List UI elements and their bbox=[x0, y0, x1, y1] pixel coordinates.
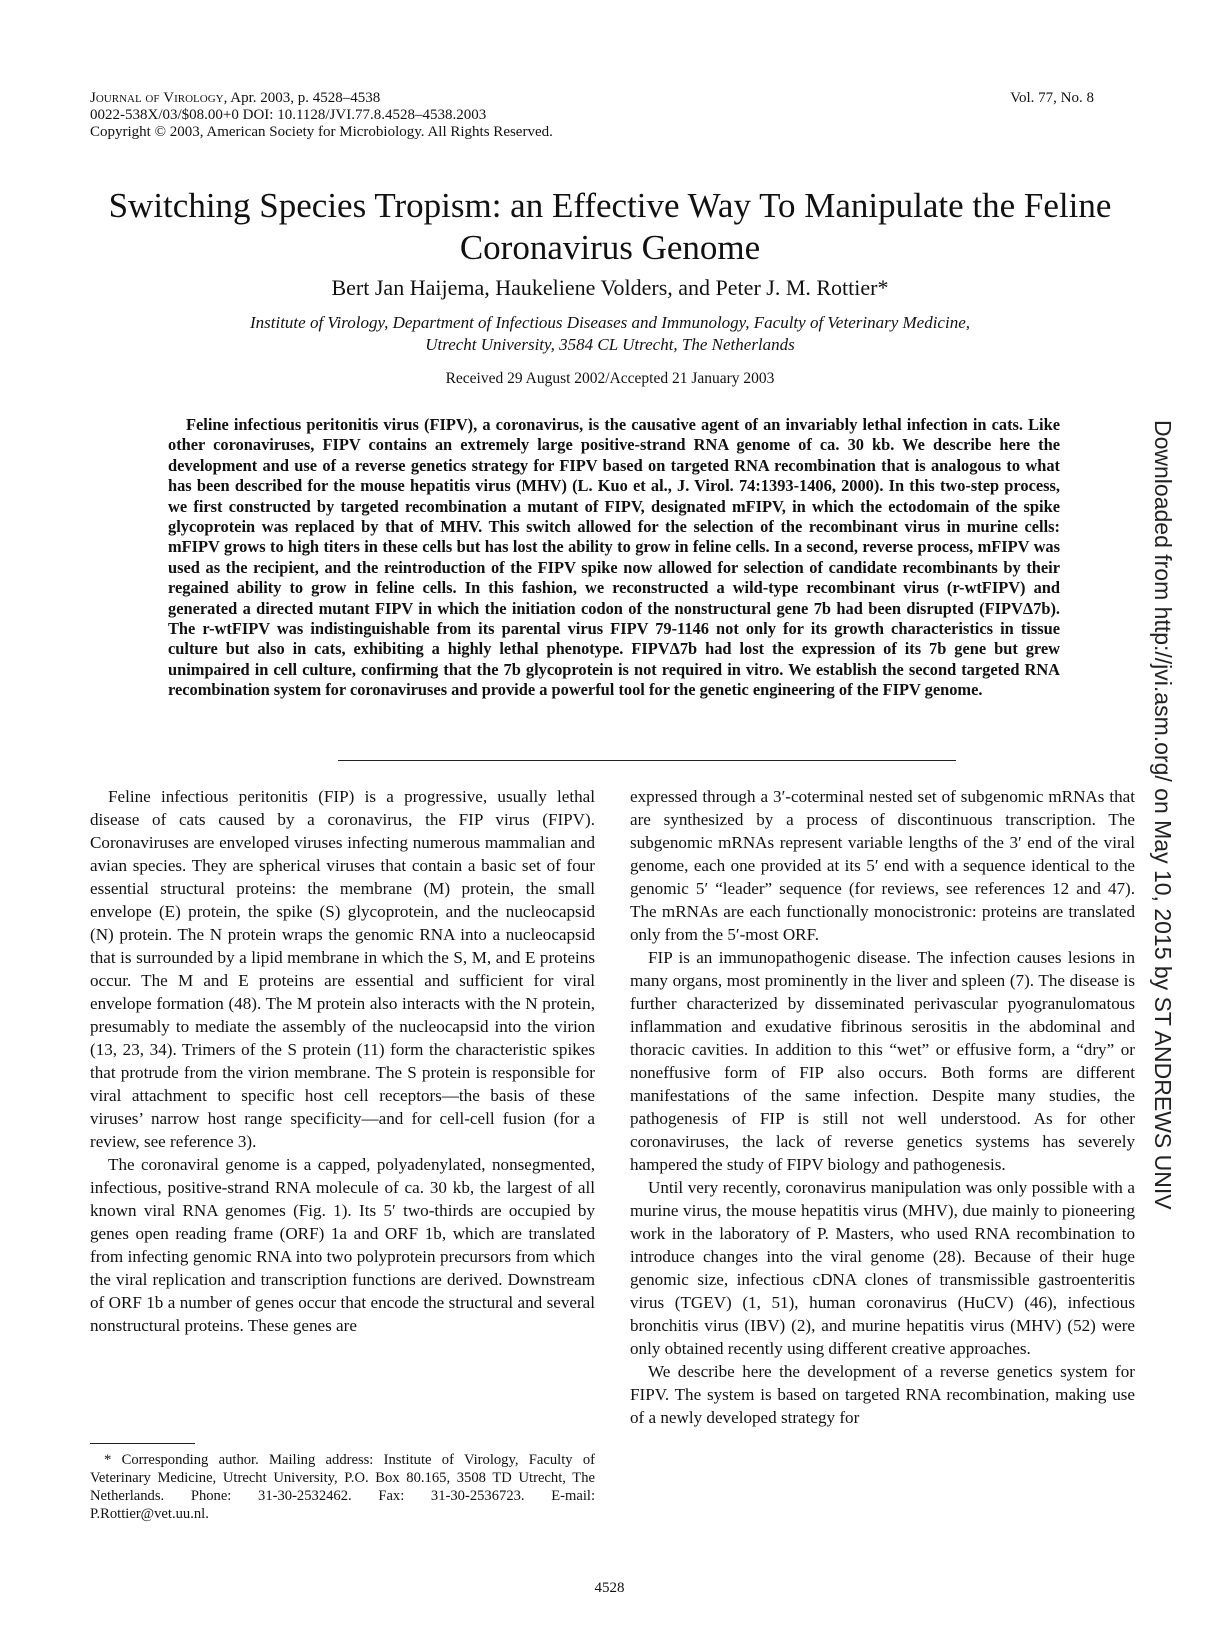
volume-issue: Vol. 77, No. 8 bbox=[1010, 90, 1094, 106]
body-paragraph: We describe here the development of a reverse genetics system for FIPV. The system is based on targeted RNA recombination, making use of a newly developed strategy for bbox=[630, 1362, 1135, 1427]
body-paragraph: expressed through a 3′-coterminal nested set of subgenomic mRNAs that are synthesized by a process of discontinuous transcription. The subgenomic mRNAs represent variable lengths of the 3′ end of the viral genome, each one provided at its 5′ end with a sequence identical to the genomic 5′ “leader” sequence (for reviews, see references 12 and 47). The mRNAs are each functionally monocistronic: proteins are translated only from the 5′-most ORF. bbox=[630, 787, 1135, 944]
body-column-right bbox=[630, 785, 1135, 1429]
journal-citation: Journal of Virology, Apr. 2003, p. 4528–4538 bbox=[90, 90, 381, 106]
title-line-2: Coronavirus Genome bbox=[459, 228, 761, 267]
page-number: 4528 bbox=[594, 1580, 625, 1596]
affiliation bbox=[120, 312, 1100, 356]
download-watermark: Downloaded from http://jvi.asm.org/ on May 10, 2015 by ST ANDREWS UNIV bbox=[1150, 420, 1176, 1210]
body-paragraph: Feline infectious peritonitis (FIP) is a progressive, usually lethal disease of cats caused by a coronavirus, the FIP virus (FIPV). Coronaviruses are enveloped viruses infecting numerous mammalian and avian species. They are spherical viruses that contain a basic set of four essential structural proteins: the membrane (M) protein, the small envelope (E) protein, the spike (S) glycoprotein, and the nucleocapsid (N) protein. The N protein wraps the genomic RNA into a nucleocapsid that is surrounded by a lipid membrane in which the S, M, and E proteins occur. The M and E proteins are essential and sufficient for viral envelope formation (48). The M protein also interacts with the N protein, presumably to mediate the assembly of the nucleocapsid into the virion (13, 23, 34). Trimers of the S protein (11) form the characteristic spikes that protrude from the virion membrane. The S protein is responsible for viral attachment to specific host cell receptors—the basis of these viruses’ narrow host range specificity—and for cell-cell fusion (for a review, see reference 3). bbox=[90, 787, 595, 1151]
copyright-line: Copyright © 2003, American Society for Microbiology. All Rights Reserved. bbox=[90, 124, 553, 140]
affiliation-line-2: Utrecht University, 3584 CL Utrecht, The Netherlands bbox=[425, 335, 795, 354]
abstract-divider bbox=[338, 760, 956, 761]
body-column-left bbox=[90, 785, 595, 1337]
article-title bbox=[80, 185, 1140, 269]
received-dates: Received 29 August 2002/Accepted 21 January 2003 bbox=[445, 370, 775, 387]
title-line-1: Switching Species Tropism: an Effective Way To Manipulate the Feline bbox=[108, 186, 1112, 225]
issn-doi: 0022-538X/03/$08.00+0 DOI: 10.1128/JVI.77.8.4528–4538.2003 bbox=[90, 107, 487, 123]
body-paragraph: The coronaviral genome is a capped, polyadenylated, nonsegmented, infectious, positive-strand RNA molecule of ca. 30 kb, the largest of all known viral RNA genomes (Fig. 1). Its 5′ two-thirds are occupied by genes open reading frame (ORF) 1a and ORF 1b, which are translated from infecting genomic RNA into two polyprotein precursors from which the viral replication and transcription functions are derived. Downstream of ORF 1b a number of genes occur that encode the structural and several nonstructural proteins. These genes are bbox=[90, 1155, 595, 1335]
footnote-divider bbox=[90, 1443, 195, 1444]
author-list: Bert Jan Haijema, Haukeliene Volders, and Peter J. M. Rottier* bbox=[331, 275, 889, 300]
affiliation-line-1: Institute of Virology, Department of Infectious Diseases and Immunology, Faculty of Veterinary Medicine, bbox=[249, 313, 970, 332]
abstract: Feline infectious peritonitis virus (FIPV), a coronavirus, is the causative agent of an invariably lethal infection in cats. Like other coronaviruses, FIPV contains an extremely large positive-strand RNA genome of ca. 30 kb. We describe here the development and use of a reverse genetics strategy for FIPV based on targeted RNA recombination that is analogous to what has been described for the mouse hepatitis virus (MHV) (L. Kuo et al., J. Virol. 74:1393-1406, 2000). In this two-step process, we first constructed by targeted recombination a mutant of FIPV, designated mFIPV, in which the ectodomain of the spike glycoprotein was replaced by that of MHV. This switch allowed for the selection of the recombinant virus in murine cells: mFIPV grows to high titers in these cells but has lost the ability to grow in feline cells. In a second, reverse process, mFIPV was used as the recipient, and the reintroduction of the FIPV spike now allowed for selection of candidate recombinants by their regained ability to grow in feline cells. In this fashion, we reconstructed a wild-type recombinant virus (r-wtFIPV) and generated a directed mutant FIPV in which the initiation codon of the nonstructural gene 7b had been disrupted (FIPVΔ7b). The r-wtFIPV was indistinguishable from its parental virus FIPV 79-1146 not only for its growth characteristics in tissue culture but also in cats, exhibiting a highly lethal phenotype. FIPVΔ7b had lost the expression of its 7b gene but grew unimpaired in cell culture, confirming that the 7b glycoprotein is not required in vitro. We establish the second targeted RNA recombination system for coronaviruses and provide a powerful tool for the genetic engineering of the FIPV genome. bbox=[168, 415, 1060, 700]
running-header bbox=[90, 90, 553, 141]
body-paragraph: FIP is an immunopathogenic disease. The infection causes lesions in many organs, most prominently in the liver and spleen (7). The disease is further characterized by disseminated perivascular pyogranulomatous inflammation and exudative fibrinous serositis in the abdominal and thoracic cavities. In addition to this “wet” or effusive form, a “dry” or noneffusive form of FIP also occurs. Both forms are different manifestations of the same infection. Despite many studies, the pathogenesis of FIP is still not well understood. As for other coronaviruses, the lack of reverse genetics systems has severely hampered the study of FIPV biology and pathogenesis. bbox=[630, 948, 1135, 1174]
corresponding-author-footnote: * Corresponding author. Mailing address: Institute of Virology, Faculty of Veterinary Medicine, Utrecht University, P.O. Box 80.165, 3508 TD Utrecht, The Netherlands. Phone: 31-30-2532462. Fax: 31-30-2536723. E-mail: P.Rottier@vet.uu.nl. bbox=[90, 1452, 595, 1522]
body-paragraph: Until very recently, coronavirus manipulation was only possible with a murine virus, the mouse hepatitis virus (MHV), due mainly to pioneering work in the laboratory of P. Masters, who used RNA recombination to introduce changes into the viral genome (28). Because of their huge genomic size, infectious cDNA clones of transmissible gastroenteritis virus (TGEV) (1, 51), human coronavirus (HuCV) (46), infectious bronchitis virus (IBV) (2), and murine hepatitis virus (MHV) (52) were only obtained recently using different creative approaches. bbox=[630, 1178, 1135, 1358]
